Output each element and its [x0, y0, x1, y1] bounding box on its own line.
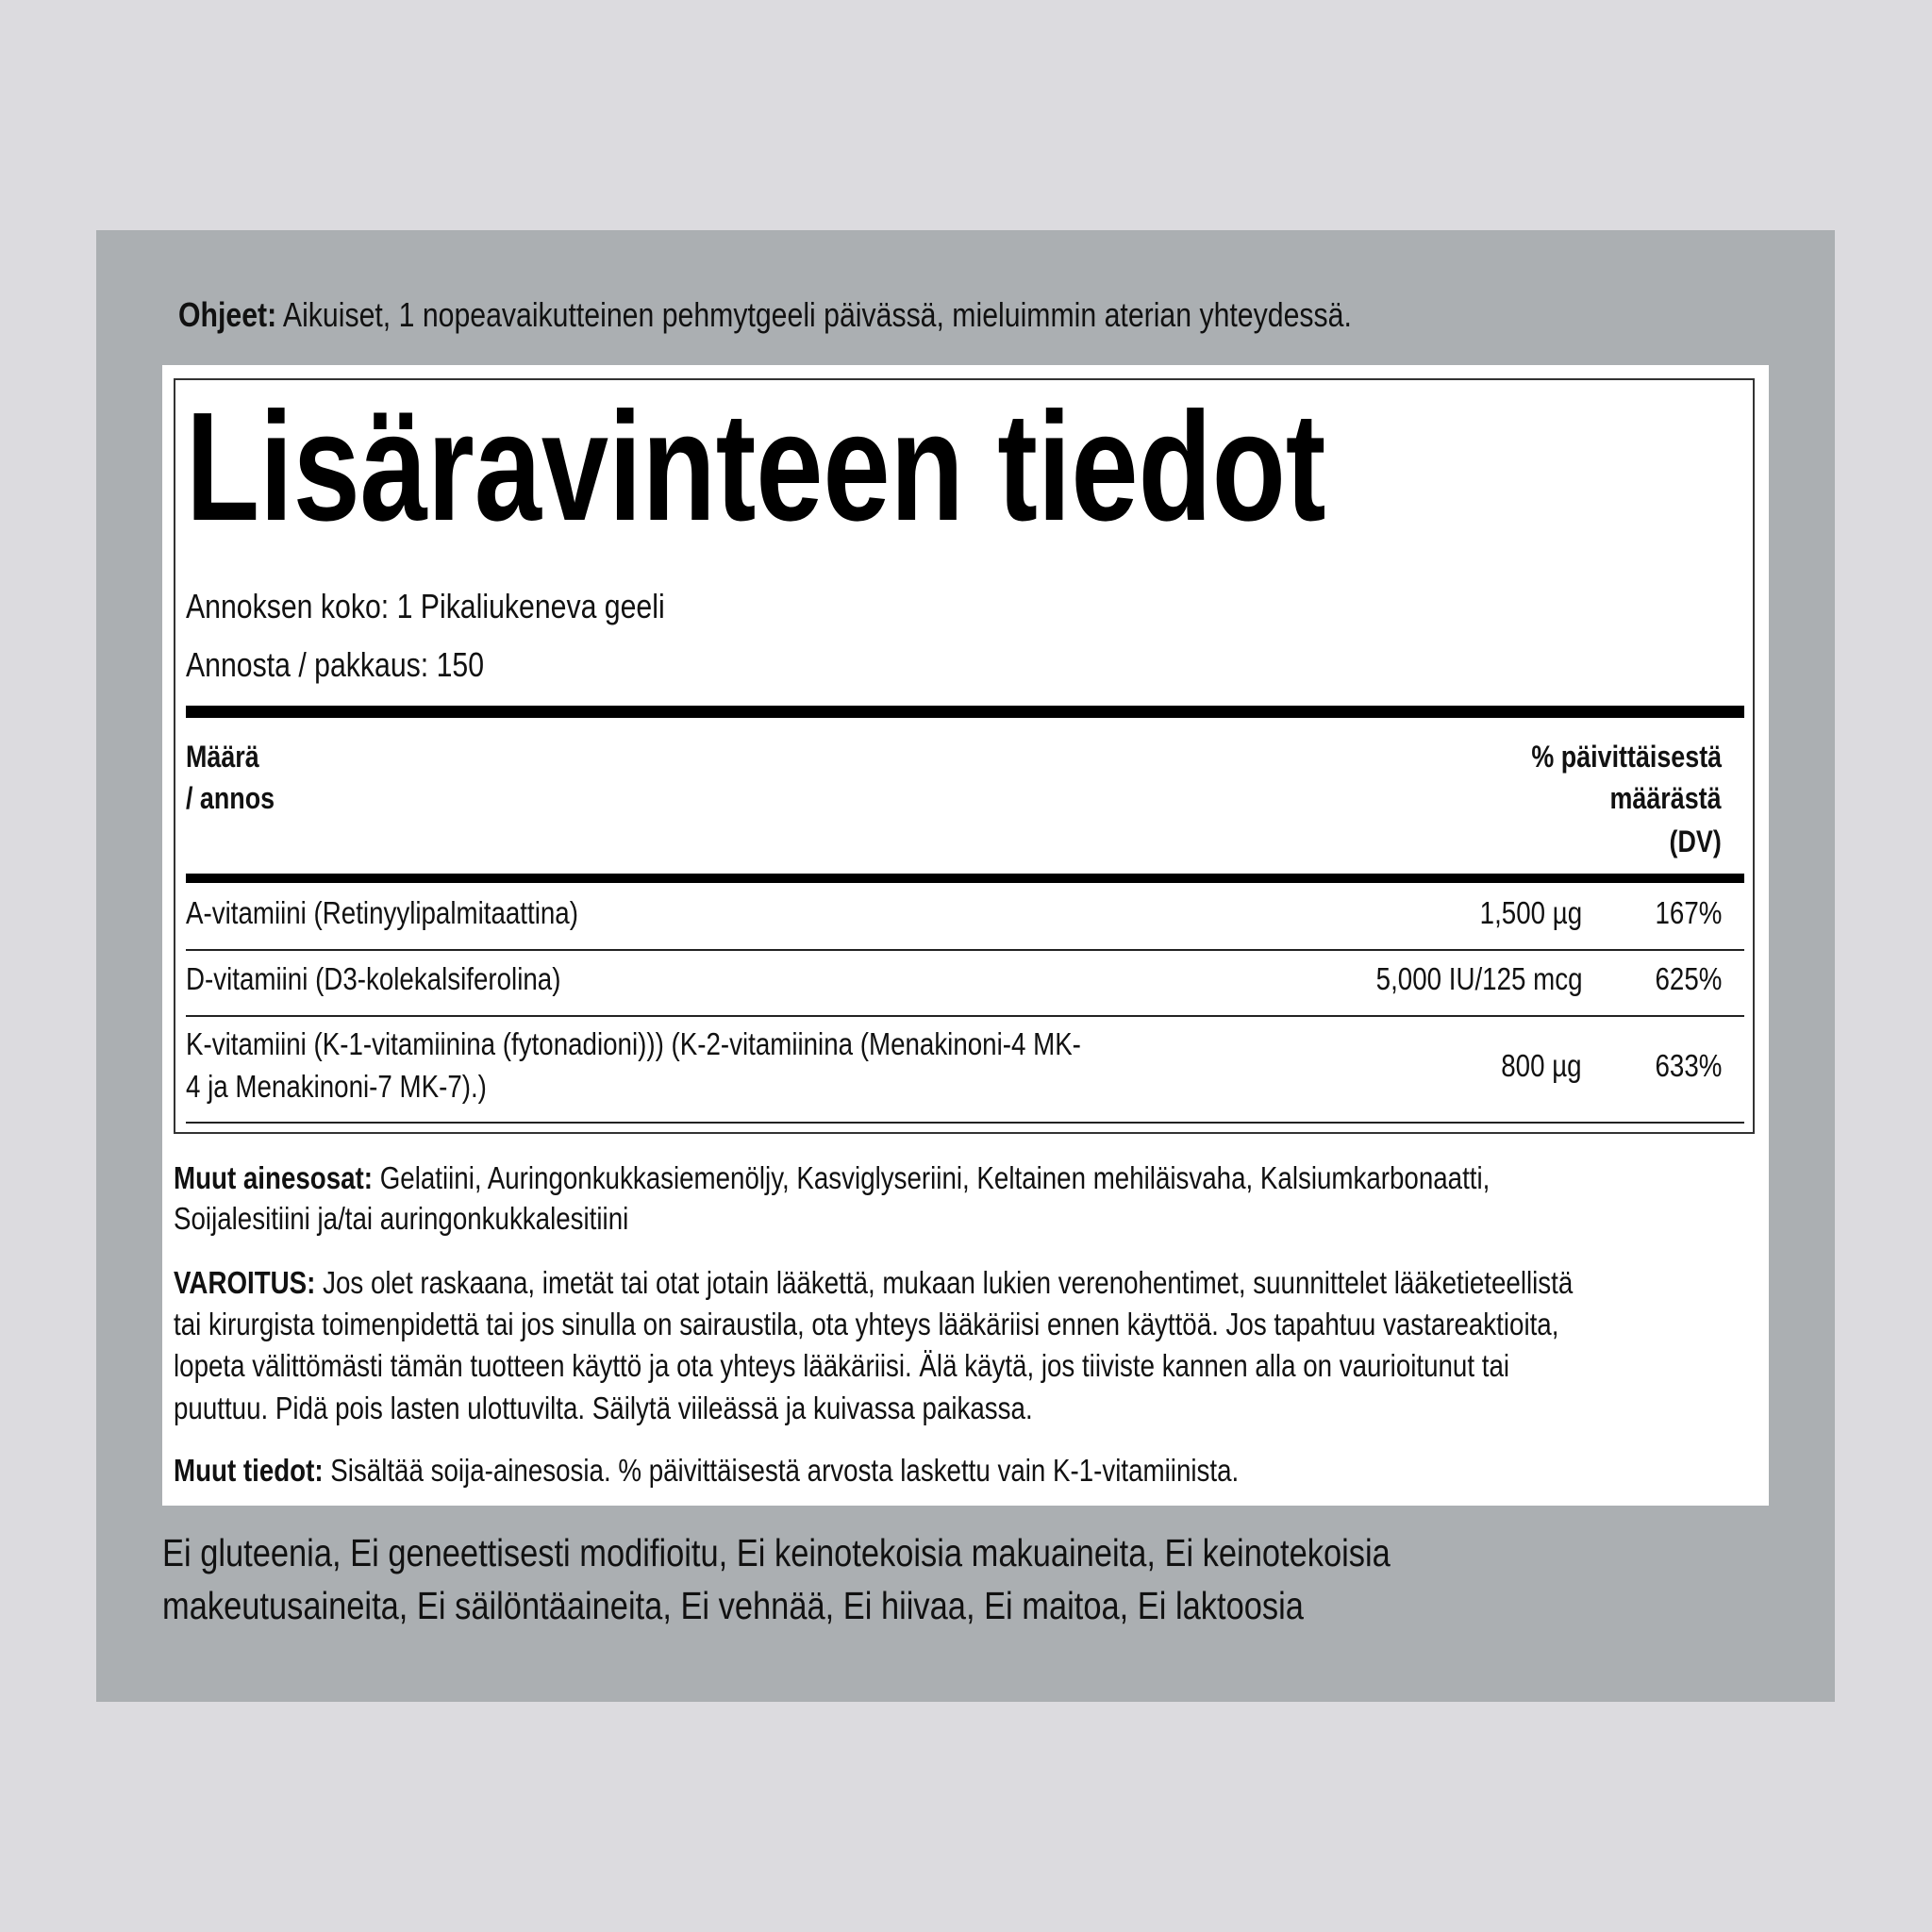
nutrient-amount: 5,000 IU/125 mcg — [1375, 961, 1582, 996]
nutrient-name: D-vitamiini (D3-kolekalsiferolina) — [186, 961, 561, 996]
nutrient-name: A-vitamiini (Retinyylipalmitaattina) — [186, 895, 578, 930]
divider-thick — [186, 706, 1744, 718]
directions-label: Ohjeet: — [178, 295, 277, 334]
header-dv: määrästä — [1609, 781, 1722, 815]
other-ingredients-text: Soijalesitiini ja/tai auringonkukkalesitiini — [174, 1201, 629, 1236]
warning-text: Jos olet raskaana, imetät tai otat jotain lääkettä, mukaan lukien verenohentimet, suunnittelet lääketieteellistä — [315, 1265, 1574, 1300]
nutrient-dv: 625% — [1655, 961, 1722, 996]
header-amount: Määrä — [186, 740, 259, 774]
nutrient-dv: 167% — [1655, 895, 1722, 930]
header-dv: % päivittäisestä — [1531, 740, 1722, 774]
warning-text: puuttuu. Pidä pois lasten ulottuvilta. Säilytä viileässä ja kuivassa paikassa. — [174, 1391, 1033, 1425]
warning-label: VAROITUS: — [174, 1265, 316, 1300]
other-info-text: Sisältää soija-ainesosia. % päivittäisestä arvosta laskettu vain K-1-vitamiinista. — [323, 1453, 1240, 1488]
divider-thin — [186, 1122, 1744, 1124]
warning — [174, 1262, 1573, 1304]
serving-size: Annoksen koko: 1 Pikaliukeneva geeli — [186, 587, 665, 625]
nutrient-dv: 633% — [1655, 1048, 1722, 1083]
free-from: makeutusaineita, Ei säilöntäaineita, Ei vehnää, Ei hiivaa, Ei maitoa, Ei laktoosia — [162, 1584, 1304, 1627]
other-ingredients-text: Gelatiini, Auringonkukkasiemenöljy, Kasviglyseriini, Keltainen mehiläisvaha, Kalsiumkarbonaatti, — [373, 1160, 1491, 1195]
nutrient-name: K-vitamiini (K-1-vitamiinina (fytonadioni))) (K-2-vitamiinina (Menakinoni-4 MK- — [186, 1026, 1081, 1061]
servings-per-container: Annosta / pakkaus: 150 — [186, 645, 485, 684]
nutrient-name: 4 ja Menakinoni-7 MK-7).) — [186, 1069, 487, 1104]
other-ingredients — [174, 1158, 1490, 1199]
nutrient-amount: 800 µg — [1501, 1048, 1582, 1083]
header-dv: (DV) — [1669, 824, 1722, 858]
other-info-label: Muut tiedot: — [174, 1453, 324, 1488]
divider-thin — [186, 949, 1744, 951]
divider-thick — [186, 874, 1744, 883]
other-info — [174, 1450, 1239, 1491]
nutrient-amount: 1,500 µg — [1479, 895, 1582, 930]
other-ingredients-label: Muut ainesosat: — [174, 1160, 374, 1195]
directions — [178, 294, 1352, 336]
divider-thin — [186, 1015, 1744, 1017]
header-amount: / annos — [186, 781, 275, 815]
warning-text: lopeta välittömästi tämän tuotteen käyttö ja ota yhteys lääkäriisi. Älä käytä, jos tiiviste kannen alla on vaurioitunut tai — [174, 1348, 1510, 1383]
warning-text: tai kirurgista toimenpidettä tai jos sinulla on sairaustila, ota yhteys lääkäriisi ennen käyttöä. Jos tapahtuu vastareaktioita, — [174, 1307, 1559, 1341]
facts-title: Lisäravinteen tiedot — [186, 380, 1326, 553]
directions-text: Aikuiset, 1 nopeavaikutteinen pehmytgeeli päivässä, mieluimmin aterian yhteydessä. — [276, 295, 1352, 334]
free-from: Ei gluteenia, Ei geneettisesti modifioitu, Ei keinotekoisia makuaineita, Ei keinotekoisia — [162, 1531, 1391, 1574]
